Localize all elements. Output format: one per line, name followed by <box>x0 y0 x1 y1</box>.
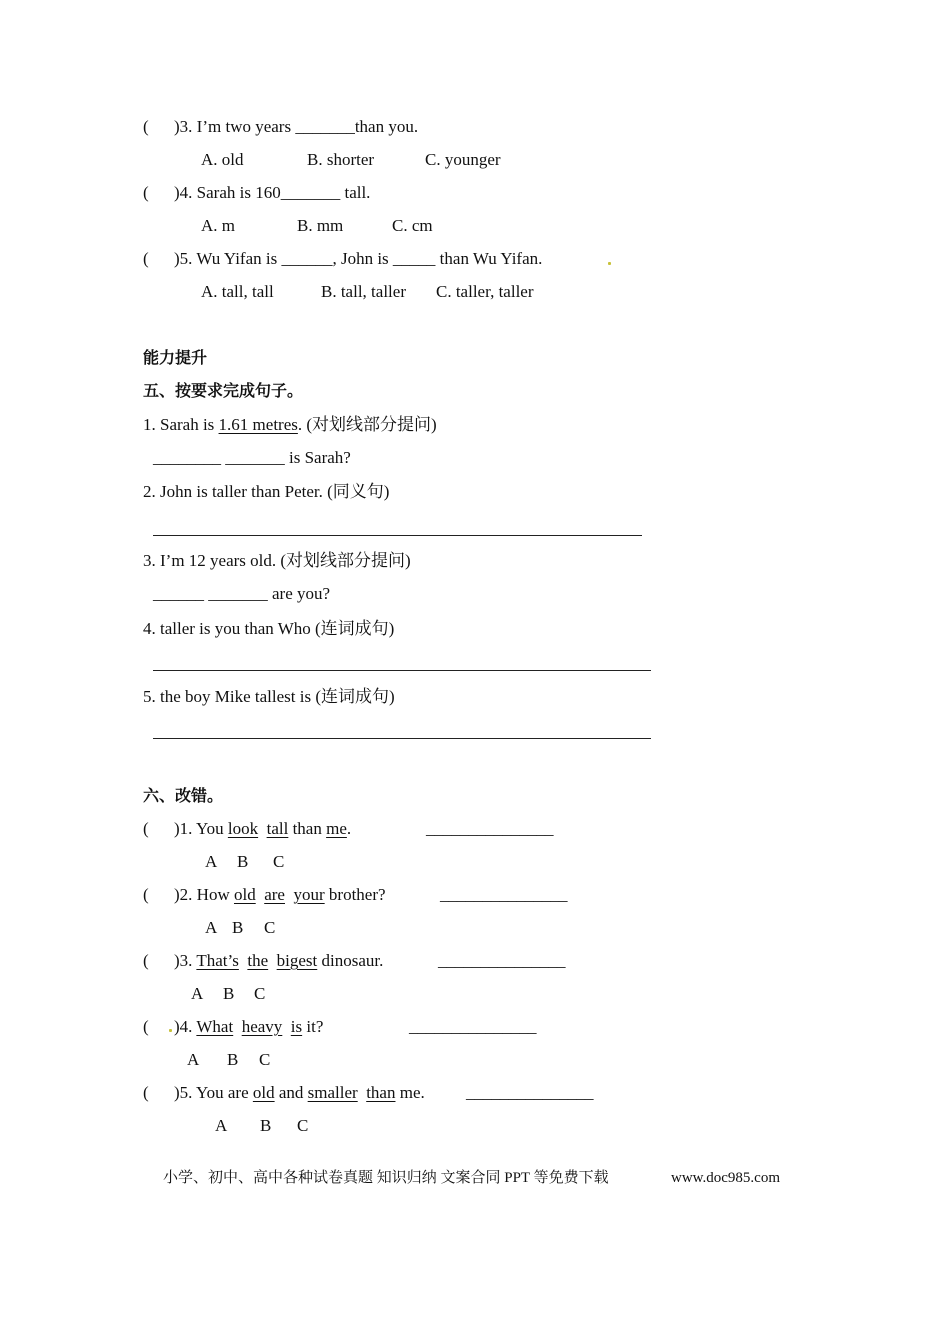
s5-q1-answer: ________ _______ is Sarah? <box>153 448 351 467</box>
q4-option-a: A. m <box>201 216 235 235</box>
s5-q5-answer-line <box>153 738 651 739</box>
q4-paren: ( <box>143 183 149 202</box>
s5-q1: 1. Sarah is 1.61 metres. (对划线部分提问) <box>143 415 437 434</box>
s6-q2-label-c: C <box>264 918 276 937</box>
s5-q4: 4. taller is you than Who (连词成句) <box>143 619 395 638</box>
s6-q2-paren: ( <box>143 885 149 904</box>
s5-q2-answer-line <box>153 535 642 536</box>
q5-option-a: A. tall, tall <box>201 282 274 301</box>
s6-q4-sentence: )4. What heavy is it? <box>174 1017 324 1036</box>
s5-q5: 5. the boy Mike tallest is (连词成句) <box>143 687 395 706</box>
q5-option-c: C. taller, taller <box>436 282 534 301</box>
s5-q2: 2. John is taller than Peter. (同义句) <box>143 482 390 501</box>
q3-option-a: A. old <box>201 150 244 169</box>
s6-q5-paren: ( <box>143 1083 149 1102</box>
s6-q1-label-c: C <box>273 852 285 871</box>
s6-q5-blank: _______________ <box>466 1083 594 1102</box>
s6-q5-label-b: B <box>260 1116 272 1135</box>
footer-text: 小学、初中、高中各种试卷真题 知识归纳 文案合同 PPT 等免费下载 <box>163 1170 609 1186</box>
q3-paren: ( <box>143 117 149 136</box>
s6-q3-label-b: B <box>223 984 235 1003</box>
s6-q4-label-c: C <box>259 1050 271 1069</box>
s5-q3: 3. I’m 12 years old. (对划线部分提问) <box>143 551 411 570</box>
s5-q3-answer: ______ _______ are you? <box>153 584 331 603</box>
s5-q4-answer-line <box>153 670 651 671</box>
s6-q4-label-b: B <box>227 1050 239 1069</box>
section6-title: 六、改错。 <box>143 786 224 805</box>
s6-q5-sentence: )5. You are old and smaller than me. <box>174 1083 425 1102</box>
q4-option-c: C. cm <box>392 216 433 235</box>
q3-option-c: C. younger <box>425 150 501 169</box>
s6-q3-blank: _______________ <box>438 951 566 970</box>
speck-mark <box>608 262 611 265</box>
s6-q4-paren: ( <box>143 1017 149 1036</box>
q3-option-b: B. shorter <box>307 150 375 169</box>
s6-q1-sentence: )1. You look tall than me. <box>174 819 352 838</box>
section5-title: 五、按要求完成句子。 <box>143 381 304 400</box>
s6-q3-paren: ( <box>143 951 149 970</box>
s6-q1-label-b: B <box>237 852 249 871</box>
q5-paren: ( <box>143 249 149 268</box>
s6-q5-label-c: C <box>297 1116 309 1135</box>
s6-q5-label-a: A <box>215 1116 228 1135</box>
footer-link[interactable]: www.doc985.com <box>671 1170 781 1186</box>
section-ability-title: 能力提升 <box>143 348 208 367</box>
q5-stem: )5. Wu Yifan is ______, John is _____ than Wu Yifan. <box>174 249 543 268</box>
speck-mark <box>169 1029 172 1032</box>
s6-q4-label-a: A <box>187 1050 200 1069</box>
q5-option-b: B. tall, taller <box>321 282 406 301</box>
s6-q4-blank: _______________ <box>409 1017 537 1036</box>
s6-q3-label-c: C <box>254 984 266 1003</box>
s6-q3-label-a: A <box>191 984 204 1003</box>
q4-stem: )4. Sarah is 160_______ tall. <box>174 183 371 202</box>
s6-q2-sentence: )2. How old are your brother? <box>174 885 386 904</box>
s6-q1-label-a: A <box>205 852 218 871</box>
q3-stem: )3. I’m two years _______than you. <box>174 117 419 136</box>
s6-q2-label-b: B <box>232 918 244 937</box>
s6-q1-blank: _______________ <box>426 819 554 838</box>
q4-option-b: B. mm <box>297 216 344 235</box>
s6-q2-label-a: A <box>205 918 218 937</box>
s6-q1-paren: ( <box>143 819 149 838</box>
s6-q3-sentence: )3. That’s the bigest dinosaur. <box>174 951 384 970</box>
s6-q2-blank: _______________ <box>440 885 568 904</box>
